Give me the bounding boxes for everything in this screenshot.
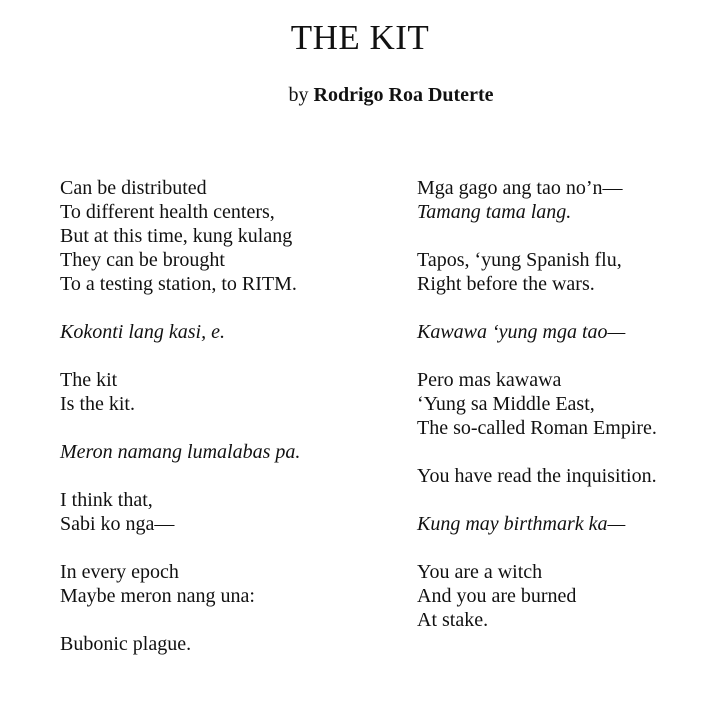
author-name: Rodrigo Roa Duterte — [313, 84, 494, 106]
poem-line: To a testing station, to RITM. — [60, 273, 297, 295]
poem-line-italic: Kokonti lang kasi, e. — [60, 321, 225, 343]
poem-line: Can be distributed — [60, 177, 207, 199]
poem-line: Sabi ko nga— — [60, 513, 175, 535]
poem-line: But at this time, kung kulang — [60, 225, 293, 247]
poem-line: At stake. — [417, 609, 489, 631]
stanza — [417, 464, 717, 488]
poem-line: Pero mas kawawa — [417, 369, 562, 391]
poem-line: To different health centers, — [60, 201, 275, 223]
poem-line: Right before the wars. — [417, 273, 595, 295]
poem-line: Tapos, ‘yung Spanish flu, — [417, 249, 622, 271]
poem-line: I think that, — [60, 489, 153, 511]
poem-line: ‘Yung sa Middle East, — [417, 393, 595, 415]
stanza — [417, 368, 717, 440]
poem-line: Mga gago ang tao no’n— — [417, 177, 623, 199]
stanza — [60, 632, 380, 656]
poem-line: The kit — [60, 369, 118, 391]
right-column — [417, 176, 717, 656]
poem-line: Is the kit. — [60, 393, 135, 415]
poem-line: Bubonic plague. — [60, 633, 192, 655]
poem-line: Maybe meron nang una: — [60, 585, 255, 607]
poem-line: And you are burned — [417, 585, 577, 607]
poem-line-italic: Kawawa ‘yung mga tao— — [417, 321, 626, 343]
poem-line-italic: Meron namang lumalabas pa. — [60, 441, 301, 463]
stanza — [417, 512, 717, 536]
stanza — [417, 248, 717, 296]
stanza — [60, 368, 380, 416]
stanza — [60, 176, 380, 296]
poem-title: THE KIT — [290, 18, 430, 57]
poem-line-italic: Tamang tama lang. — [417, 201, 572, 223]
poem-line-italic: Kung may birthmark ka— — [417, 513, 626, 535]
poem-line: You are a witch — [417, 561, 543, 583]
left-column — [60, 176, 380, 680]
stanza — [60, 440, 380, 464]
byline — [0, 82, 720, 108]
stanza — [60, 320, 380, 344]
poem-line: They can be brought — [60, 249, 225, 271]
byline-prefix: by — [288, 84, 314, 106]
poem-line: In every epoch — [60, 561, 179, 583]
stanza — [417, 320, 717, 344]
stanza — [60, 560, 380, 608]
poem-line: You have read the inquisition. — [417, 465, 657, 487]
stanza — [60, 488, 380, 536]
stanza — [417, 176, 717, 224]
stanza — [417, 560, 717, 632]
poem-line: The so-called Roman Empire. — [417, 417, 657, 439]
